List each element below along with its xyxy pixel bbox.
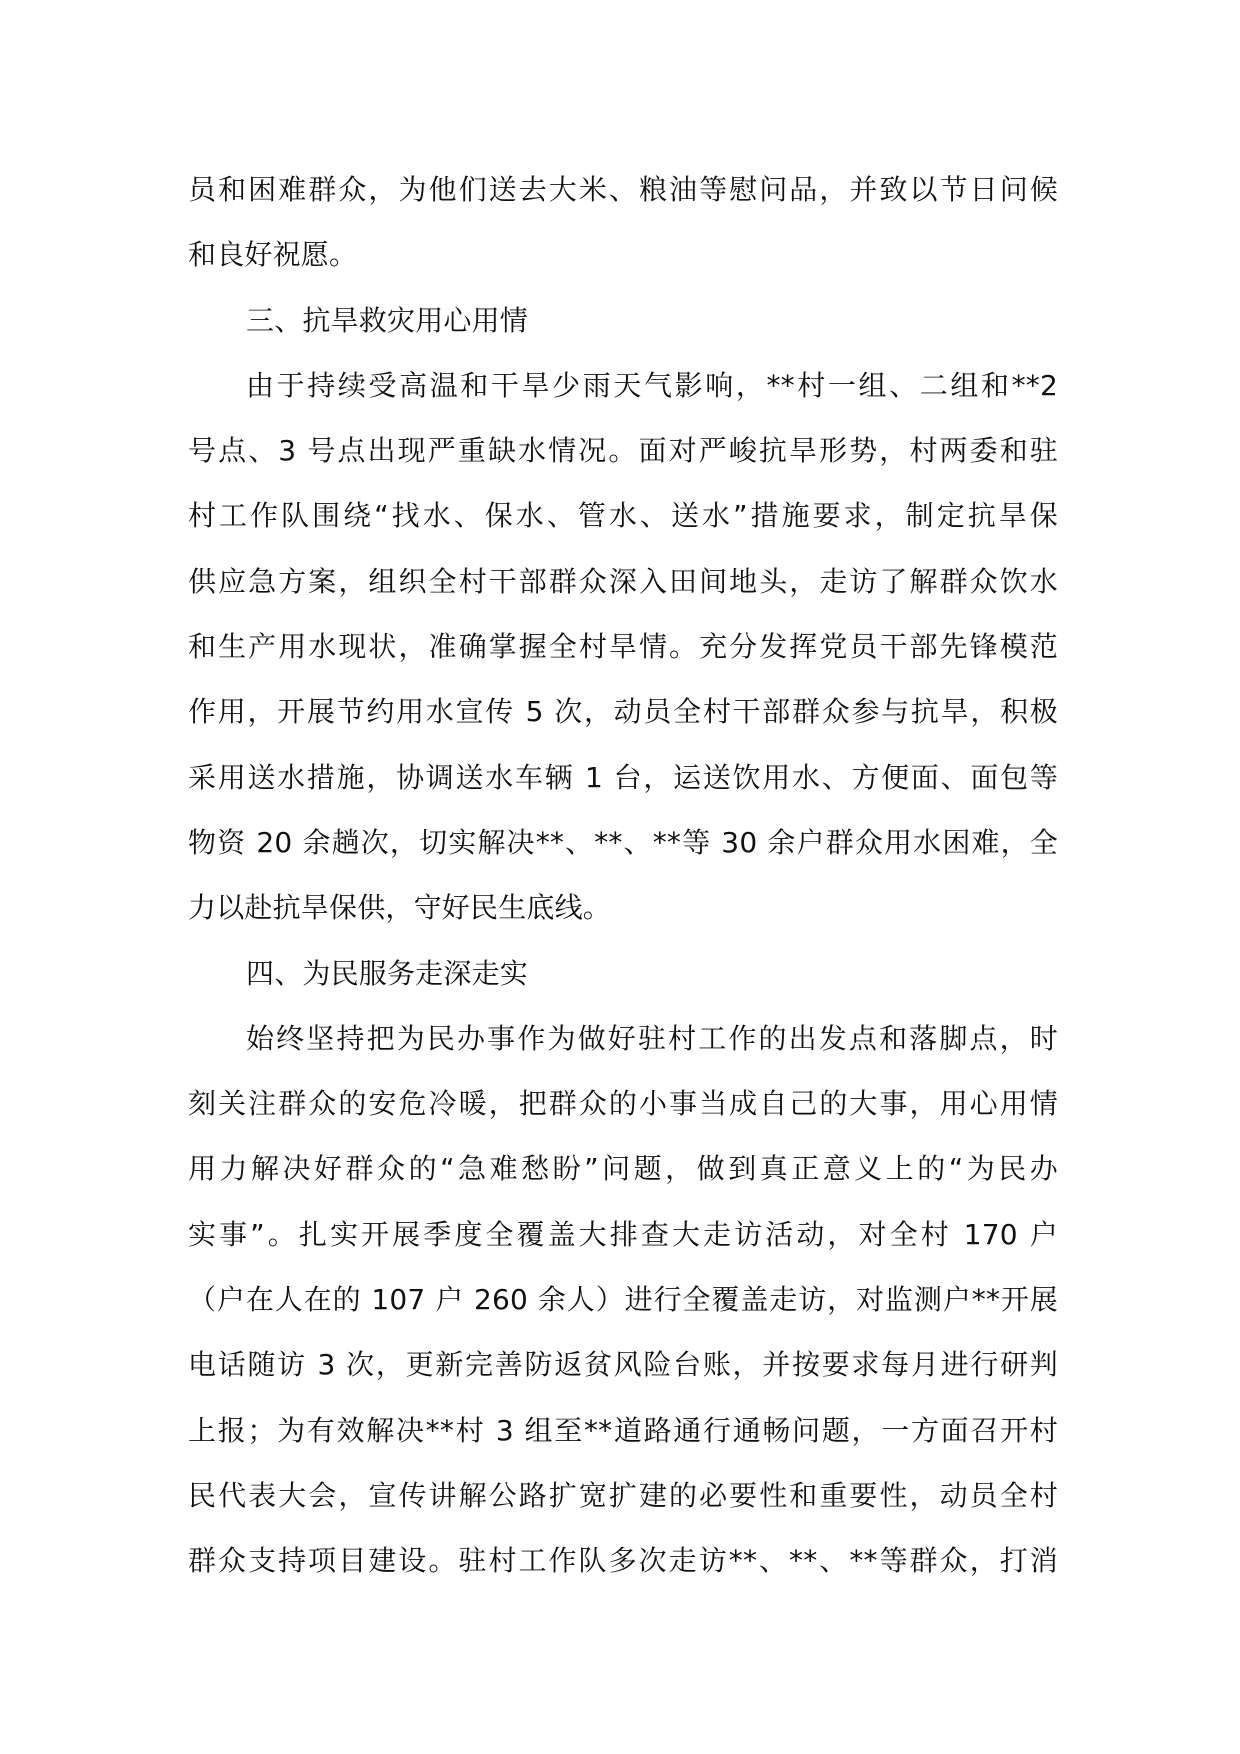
paragraph-line: 电话随访 3 次，更新完善防返贫风险台账，并按要求每月进行研判 (188, 1348, 1058, 1382)
paragraph-line: （户在人在的 107 户 260 余人）进行全覆盖走访，对监测户**开展 (188, 1283, 1058, 1317)
paragraph-line: 民代表大会，宣传讲解公路扩宽扩建的必要性和重要性，动员全村 (188, 1478, 1058, 1512)
paragraph-line: 上报；为有效解决**村 3 组至**道路通行通畅问题，一方面召开村 (188, 1413, 1058, 1447)
paragraph-line: 村工作队围绕“找水、保水、管水、送水”措施要求，制定抗旱保 (188, 499, 1058, 533)
paragraph-line: 和良好祝愿。 (188, 238, 358, 272)
paragraph-line: 由于持续受高温和干旱少雨天气影响，**村一组、二组和**2 (246, 368, 1058, 402)
paragraph-line: 物资 20 余趟次，切实解决**、**、**等 30 余户群众用水困难，全 (188, 825, 1058, 859)
paragraph-line: 刻关注群众的安危冷暖，把群众的小事当成自己的大事，用心用情 (188, 1087, 1058, 1121)
document-body (188, 170, 1058, 1607)
section-heading-4: 四、为民服务走深走实 (246, 956, 529, 990)
paragraph-line: 力以赴抗旱保供，守好民生底线。 (188, 891, 612, 925)
paragraph-line: 实事”。扎实开展季度全覆盖大排查大走访活动，对全村 170 户 (188, 1217, 1058, 1251)
paragraph-line: 号点、3 号点出现严重缺水情况。面对严峻抗旱形势，村两委和驻 (188, 434, 1058, 468)
paragraph-line: 供应急方案，组织全村干部群众深入田间地头，走访了解群众饮水 (188, 564, 1058, 598)
paragraph-line: 员和困难群众，为他们送去大米、粮油等慰问品，并致以节日问候 (188, 173, 1058, 206)
paragraph-line: 用力解决好群众的“急难愁盼”问题，做到真正意义上的“为民办 (188, 1152, 1058, 1186)
section-heading-3: 三、抗旱救灾用心用情 (246, 303, 529, 337)
paragraph-line: 始终坚持把为民办事作为做好驻村工作的出发点和落脚点，时 (246, 1021, 1058, 1055)
paragraph-line: 群众支持项目建设。驻村工作队多次走访**、**、**等群众，打消 (188, 1544, 1058, 1578)
paragraph-line: 和生产用水现状，准确掌握全村旱情。充分发挥党员干部先锋模范 (188, 630, 1058, 664)
paragraph-line: 作用，开展节约用水宣传 5 次，动员全村干部群众参与抗旱，积极 (188, 695, 1058, 729)
paragraph-line: 采用送水措施，协调送水车辆 1 台，运送饮用水、方便面、面包等 (188, 760, 1058, 794)
